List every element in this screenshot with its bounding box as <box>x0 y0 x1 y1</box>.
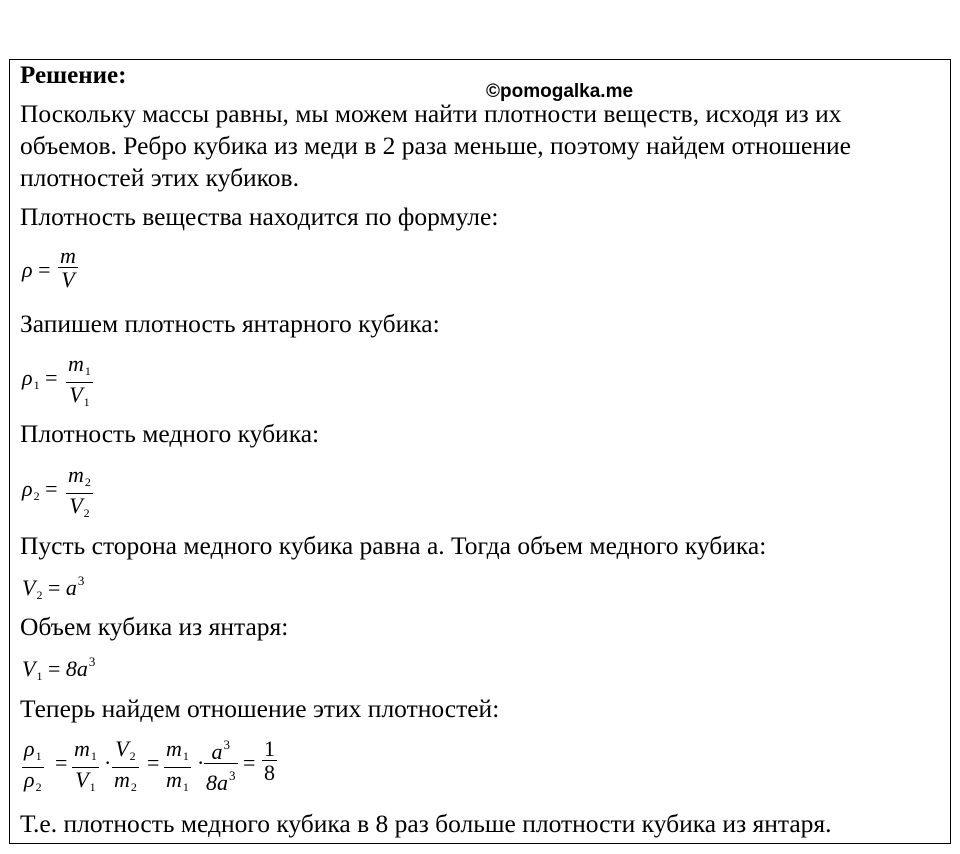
denominator: V <box>61 267 75 292</box>
numerator: $m_1$ <box>66 353 93 383</box>
intro-line-1: Поскольку массы равны, мы можем найти плотности веществ, исходя из их <box>20 99 842 128</box>
rho-symbol: ρ <box>22 257 33 282</box>
fraction-a3-over-8a3: $\frac{a^3}{8a^3}$ <box>204 734 238 795</box>
amber-label: Запишем плотность янтарного кубика: <box>20 309 440 338</box>
fraction-m1-over-v1-ratio: $\frac{m_1}{V_1}$ <box>74 736 97 794</box>
fraction-v2-over-m2: $\frac{V_2}{m_2}$ <box>114 736 137 794</box>
fraction-m2-over-v2 <box>66 464 93 525</box>
fraction-rho1-over-rho2: $\frac{\rho_1}{\rho_2}$ <box>24 736 42 794</box>
formula-v2: $V_2 = a^3$ <box>22 573 85 602</box>
fraction-m1-over-v1 <box>66 353 93 414</box>
fraction-m-over-v <box>58 245 78 292</box>
intro-line-2: объемов. Ребро кубика из меди в 2 раза меньше, поэтому найдем отношение <box>20 131 851 160</box>
intro-line-3: плотностей этих кубиков. <box>20 163 299 192</box>
formula-rho1 <box>22 365 57 393</box>
equals-sign: = <box>45 365 58 390</box>
amber-volume-label: Объем кубика из янтаря: <box>20 612 289 641</box>
equals-sign: = <box>38 257 51 282</box>
denominator: $V_1$ <box>69 382 90 409</box>
copper-label: Плотность медного кубика: <box>20 419 320 448</box>
equals-sign: = <box>45 476 58 501</box>
rho-symbol: ρ <box>22 476 33 501</box>
formula-rho <box>22 257 50 283</box>
ratio-label: Теперь найдем отношение этих плотностей: <box>20 694 500 723</box>
rho-symbol: ρ <box>22 365 33 390</box>
denominator: $V_2$ <box>69 493 90 520</box>
subscript: 2 <box>33 489 40 503</box>
fraction-m1-over-m1: $\frac{m_1}{m_1}$ <box>166 736 189 794</box>
side-label: Пусть сторона медного кубика равна а. Тогда объем медного кубика: <box>20 531 767 560</box>
conclusion: Т.е. плотность медного кубика в 8 раз больше плотности кубика из янтаря. <box>20 809 832 838</box>
solution-heading: Решение: <box>20 62 127 89</box>
numerator: m <box>60 243 76 268</box>
density-formula-label: Плотность вещества находится по формуле: <box>20 202 499 231</box>
watermark: ©pomogalka.me <box>486 81 634 102</box>
formula-v1: $V_1 = 8a^3$ <box>22 654 96 683</box>
numerator: $m_2$ <box>66 464 93 494</box>
fraction-one-eighth: $\frac{1}{8}$ <box>264 736 275 785</box>
subscript: 1 <box>33 378 40 392</box>
formula-rho2 <box>22 476 57 504</box>
